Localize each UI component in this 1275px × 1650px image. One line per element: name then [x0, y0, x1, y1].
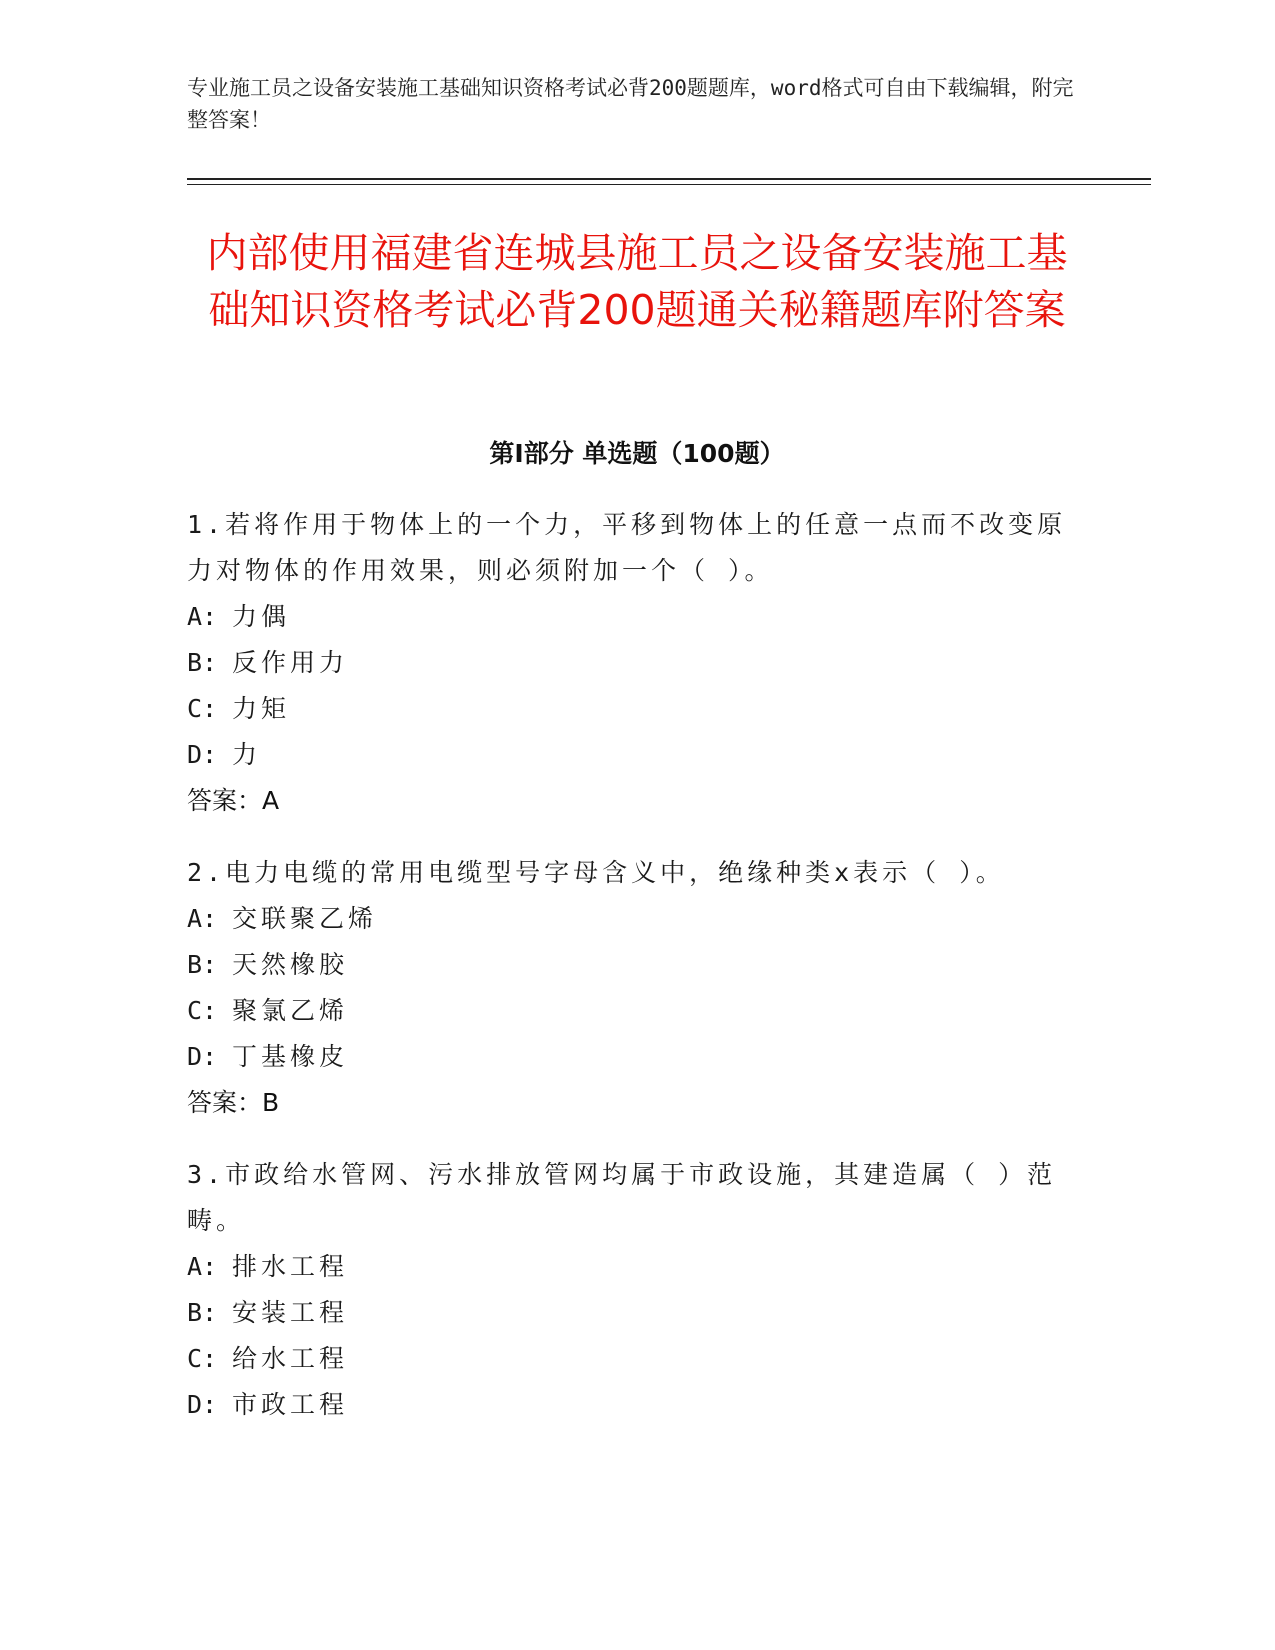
option-key: A: — [187, 602, 218, 631]
option-c — [187, 1336, 1087, 1382]
option-text: 天然橡胶 — [232, 950, 349, 979]
option-text: 给水工程 — [232, 1344, 349, 1373]
option-b — [187, 640, 1087, 686]
option-key: C: — [187, 694, 218, 723]
option-c — [187, 988, 1087, 1034]
option-a — [187, 594, 1087, 640]
option-c — [187, 686, 1087, 732]
option-text: 力 — [232, 740, 262, 769]
option-text: 丁基橡皮 — [232, 1042, 349, 1071]
option-d — [187, 732, 1087, 778]
option-key: C: — [187, 996, 218, 1025]
question-stem: 2.电力电缆的常用电缆型号字母含义中，绝缘种类x表示（ ）。 — [187, 858, 1005, 887]
option-key: B: — [187, 1298, 218, 1327]
option-text: 力矩 — [232, 694, 291, 723]
option-d — [187, 1382, 1087, 1428]
question-stem: 3.市政给水管网、污水排放管网均属于市政设施，其建造属（ ）范畴。 — [187, 1160, 1057, 1235]
question-2 — [187, 850, 1087, 1126]
option-text: 安装工程 — [232, 1298, 349, 1327]
option-text: 聚氯乙烯 — [232, 996, 349, 1025]
header-divider-thick — [187, 178, 1151, 180]
option-text: 力偶 — [232, 602, 291, 631]
header-divider-thin — [187, 184, 1151, 185]
option-a — [187, 1244, 1087, 1290]
option-key: B: — [187, 950, 218, 979]
option-text: 交联聚乙烯 — [232, 904, 378, 933]
question-stem: 1.若将作用于物体上的一个力，平移到物体上的任意一点而不改变原力对物体的作用效果，则必须附加一个（ ）。 — [187, 510, 1067, 585]
option-d — [187, 1034, 1087, 1080]
option-key: C: — [187, 1344, 218, 1373]
option-key: D: — [187, 1390, 218, 1419]
answer-line: 答案：A — [187, 786, 280, 815]
option-key: B: — [187, 648, 218, 677]
option-b — [187, 1290, 1087, 1336]
question-1 — [187, 502, 1087, 824]
option-key: A: — [187, 1252, 218, 1281]
option-text: 反作用力 — [232, 648, 349, 677]
header-note: 专业施工员之设备安装施工基础知识资格考试必背200题题库，word格式可自由下载编辑，附完整答案！ — [187, 76, 1074, 132]
option-text: 排水工程 — [232, 1252, 349, 1281]
option-key: D: — [187, 1042, 218, 1071]
option-b — [187, 942, 1087, 988]
question-3 — [187, 1152, 1087, 1428]
option-key: D: — [187, 740, 218, 769]
option-key: A: — [187, 904, 218, 933]
section-title: 第Ⅰ部分 单选题（100题） — [489, 439, 785, 468]
option-a — [187, 896, 1087, 942]
option-text: 市政工程 — [232, 1390, 349, 1419]
answer-line: 答案：B — [187, 1088, 280, 1117]
document-title: 内部使用福建省连城县施工员之设备安装施工基础知识资格考试必背200题通关秘籍题库附答案 — [206, 229, 1068, 334]
